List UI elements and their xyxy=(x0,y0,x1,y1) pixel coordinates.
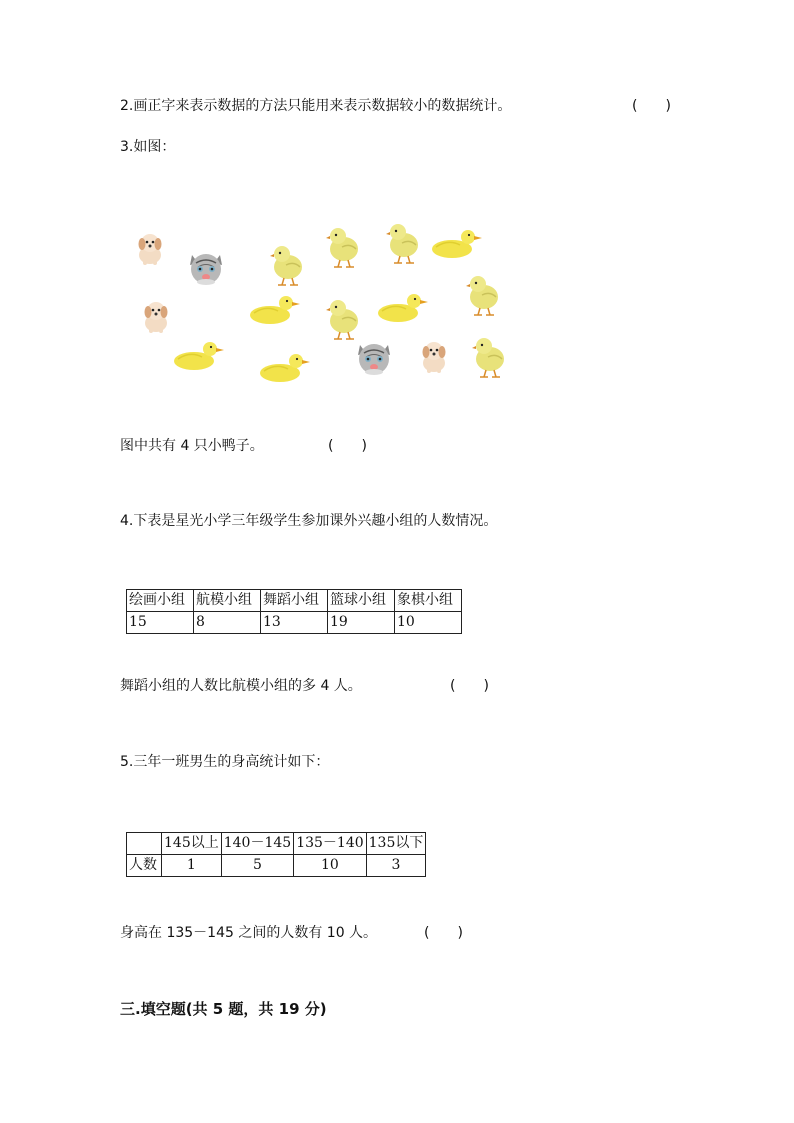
chick-icon xyxy=(386,224,418,263)
table-row-label: 人数 xyxy=(127,855,162,877)
duckling-icon xyxy=(174,342,224,370)
q4-statement: 舞蹈小组的人数比航模小组的多 4 人。 xyxy=(120,678,362,694)
chick-icon xyxy=(270,246,302,285)
table-corner-cell xyxy=(127,833,162,855)
animal-picture xyxy=(120,205,520,395)
table-cell: 8 xyxy=(194,612,261,634)
q2-text: 2.画正字来表示数据的方法只能用来表示数据较小的数据统计。 xyxy=(120,98,512,114)
chick-icon xyxy=(466,276,498,315)
puppy-icon xyxy=(139,234,162,265)
puppy-icon xyxy=(423,342,446,373)
q3-answer-paren[interactable]: ( ) xyxy=(328,438,367,454)
table-header-cell: 绘画小组 xyxy=(127,590,194,612)
duckling-icon xyxy=(378,294,428,322)
duckling-icon xyxy=(250,296,300,324)
section-heading: 三.填空题(共 5 题，共 19 分) xyxy=(120,1000,327,1018)
q2-answer-paren[interactable]: ( ) xyxy=(632,98,671,114)
puppy-icon xyxy=(145,302,168,333)
height-stats-table xyxy=(126,832,426,877)
table-row xyxy=(127,855,426,877)
table-row xyxy=(127,833,426,855)
q5-title: 5.三年一班男生的身高统计如下： xyxy=(120,754,330,770)
interest-group-table xyxy=(126,589,462,634)
table-header-cell: 145以上 xyxy=(162,833,222,855)
table-cell: 19 xyxy=(328,612,395,634)
table-row xyxy=(127,612,462,634)
q5-statement: 身高在 135－145 之间的人数有 10 人。 xyxy=(120,925,378,941)
table-cell: 13 xyxy=(261,612,328,634)
table-header-cell: 135－140 xyxy=(294,833,366,855)
table-cell: 10 xyxy=(395,612,462,634)
table-cell: 1 xyxy=(162,855,222,877)
duckling-icon xyxy=(260,354,310,382)
table-header-cell: 象棋小组 xyxy=(395,590,462,612)
chick-icon xyxy=(472,338,504,377)
table-header-cell: 篮球小组 xyxy=(328,590,395,612)
kitten-icon xyxy=(190,254,222,285)
chick-icon xyxy=(326,228,358,267)
q4-answer-paren[interactable]: ( ) xyxy=(450,678,489,694)
q3-statement: 图中共有 4 只小鸭子。 xyxy=(120,438,264,454)
q5-answer-paren[interactable]: ( ) xyxy=(424,925,463,941)
table-cell: 10 xyxy=(294,855,366,877)
table-cell: 3 xyxy=(366,855,426,877)
table-header-cell: 航模小组 xyxy=(194,590,261,612)
chick-icon xyxy=(326,300,358,339)
table-header-cell: 135以下 xyxy=(366,833,426,855)
duckling-icon xyxy=(432,230,482,258)
table-cell: 5 xyxy=(221,855,293,877)
kitten-icon xyxy=(358,344,390,375)
table-header-cell: 140－145 xyxy=(221,833,293,855)
q4-title: 4.下表是星光小学三年级学生参加课外兴趣小组的人数情况。 xyxy=(120,513,498,529)
q3-title: 3.如图： xyxy=(120,139,176,155)
table-header-cell: 舞蹈小组 xyxy=(261,590,328,612)
table-row xyxy=(127,590,462,612)
table-cell: 15 xyxy=(127,612,194,634)
